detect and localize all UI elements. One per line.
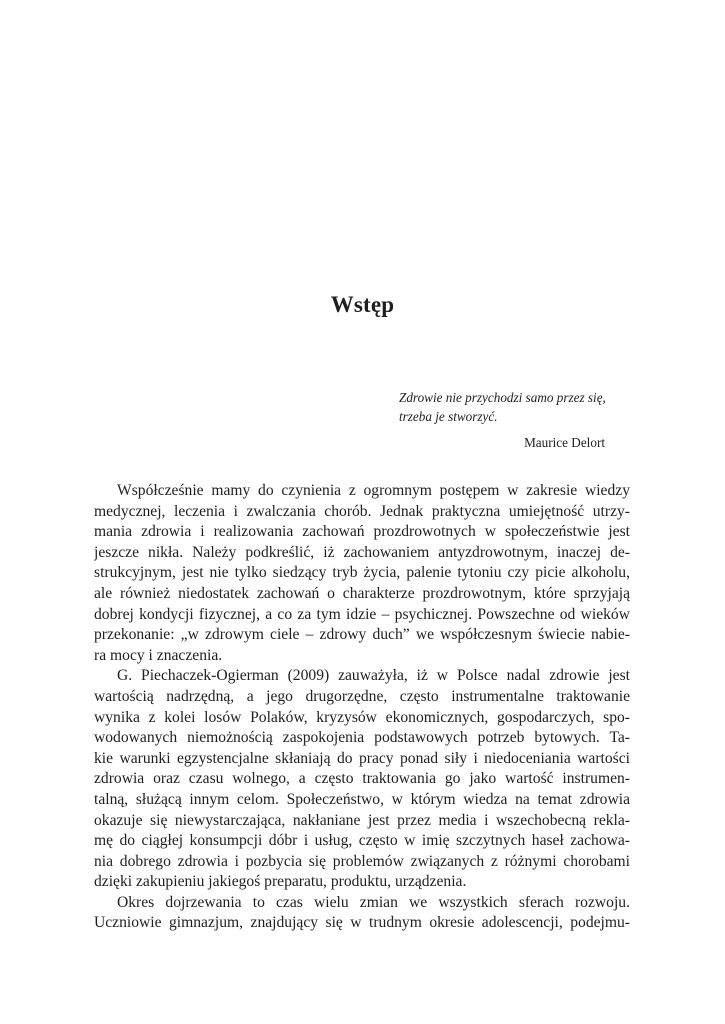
epigraph-line: trzeba je stworzyć.	[399, 409, 498, 424]
epigraph-author: Maurice Delort	[524, 435, 605, 450]
chapter-title: Wstęp	[330, 292, 395, 317]
epigraph	[399, 388, 605, 452]
text-line: okazuje się niewystarczająca, nakłaniane jest przez media i wszechobecną rekla-	[94, 811, 630, 829]
text-line: zdrowia oraz czasu wolnego, a często traktowania go jako wartość instrumen-	[94, 770, 630, 788]
text-line: jeszcze nikła. Należy podkreślić, iż zachowaniem antyzdrowotnym, inaczej de-	[94, 543, 630, 561]
text-line: talną, służącą innym celom. Społeczeństwo, w którym wiedza na temat zdrowia	[94, 790, 630, 808]
text-line: dobrej kondycji fizycznej, a co za tym idzie – psychicznej. Powszechne od wieków	[94, 605, 630, 623]
text-line: mę do ciągłej konsumpcji dóbr i usług, często w imię szczytnych haseł zachowa-	[94, 832, 630, 850]
text-line: Okres dojrzewania to czas wielu zmian we wszystkich sferach rozwoju.	[117, 893, 630, 911]
text-line: kie warunki egzystencjalne skłaniają do pracy ponad siły i niedoceniania wartości	[94, 749, 630, 767]
text-line: Uczniowie gimnazjum, znajdujący się w trudnym okresie adolescencji, podejmu-	[94, 914, 630, 932]
text-line: dzięki zakupieniu jakiegoś preparatu, produktu, urządzenia.	[94, 873, 467, 891]
text-line: wartością nadrzędną, a jego drugorzędne, często instrumentalne traktowanie	[94, 687, 630, 705]
text-line: medycznej, leczenia i zwalczania chorób. Jednak praktyczna umiejętność utrzy-	[94, 502, 630, 520]
text-line: ale również niedostatek zachowań o charakterze prozdrowotnym, które sprzyjają	[94, 584, 630, 602]
paragraph-1	[94, 481, 630, 666]
text-line: ra mocy i znaczenia.	[94, 646, 223, 664]
paragraph-3	[94, 893, 630, 934]
text-line: wodowanych niemożnością zaspokojenia podstawowych potrzeb bytowych. Ta-	[94, 729, 630, 747]
body-text	[94, 481, 630, 934]
epigraph-line: Zdrowie nie przychodzi samo przez się,	[399, 390, 606, 405]
text-line: G. Piechaczek-Ogierman (2009) zauważyła, iż w Polsce nadal zdrowie jest	[117, 667, 630, 685]
text-line: Współcześnie mamy do czynienia z ogromnym postępem w zakresie wiedzy	[117, 482, 630, 499]
text-line: mania zdrowia i realizowania zachowań prozdrowotnych w społeczeństwie jest	[94, 523, 630, 541]
text-line: nia dobrego zdrowia i pozbycia się problemów związanych z różnymi chorobami	[94, 852, 630, 870]
text-line: wynika z kolei losów Polaków, kryzysów ekonomicznych, gospodarczych, spo-	[94, 708, 630, 726]
paragraph-2	[94, 666, 630, 893]
text-line: przekonanie: „w zdrowym ciele – zdrowy duch” we współczesnym świecie nabie-	[94, 626, 630, 644]
text-line: strukcyjnym, jest nie tylko siedzący tryb życia, palenie tytoniu czy picie alkoholu,	[94, 564, 630, 582]
